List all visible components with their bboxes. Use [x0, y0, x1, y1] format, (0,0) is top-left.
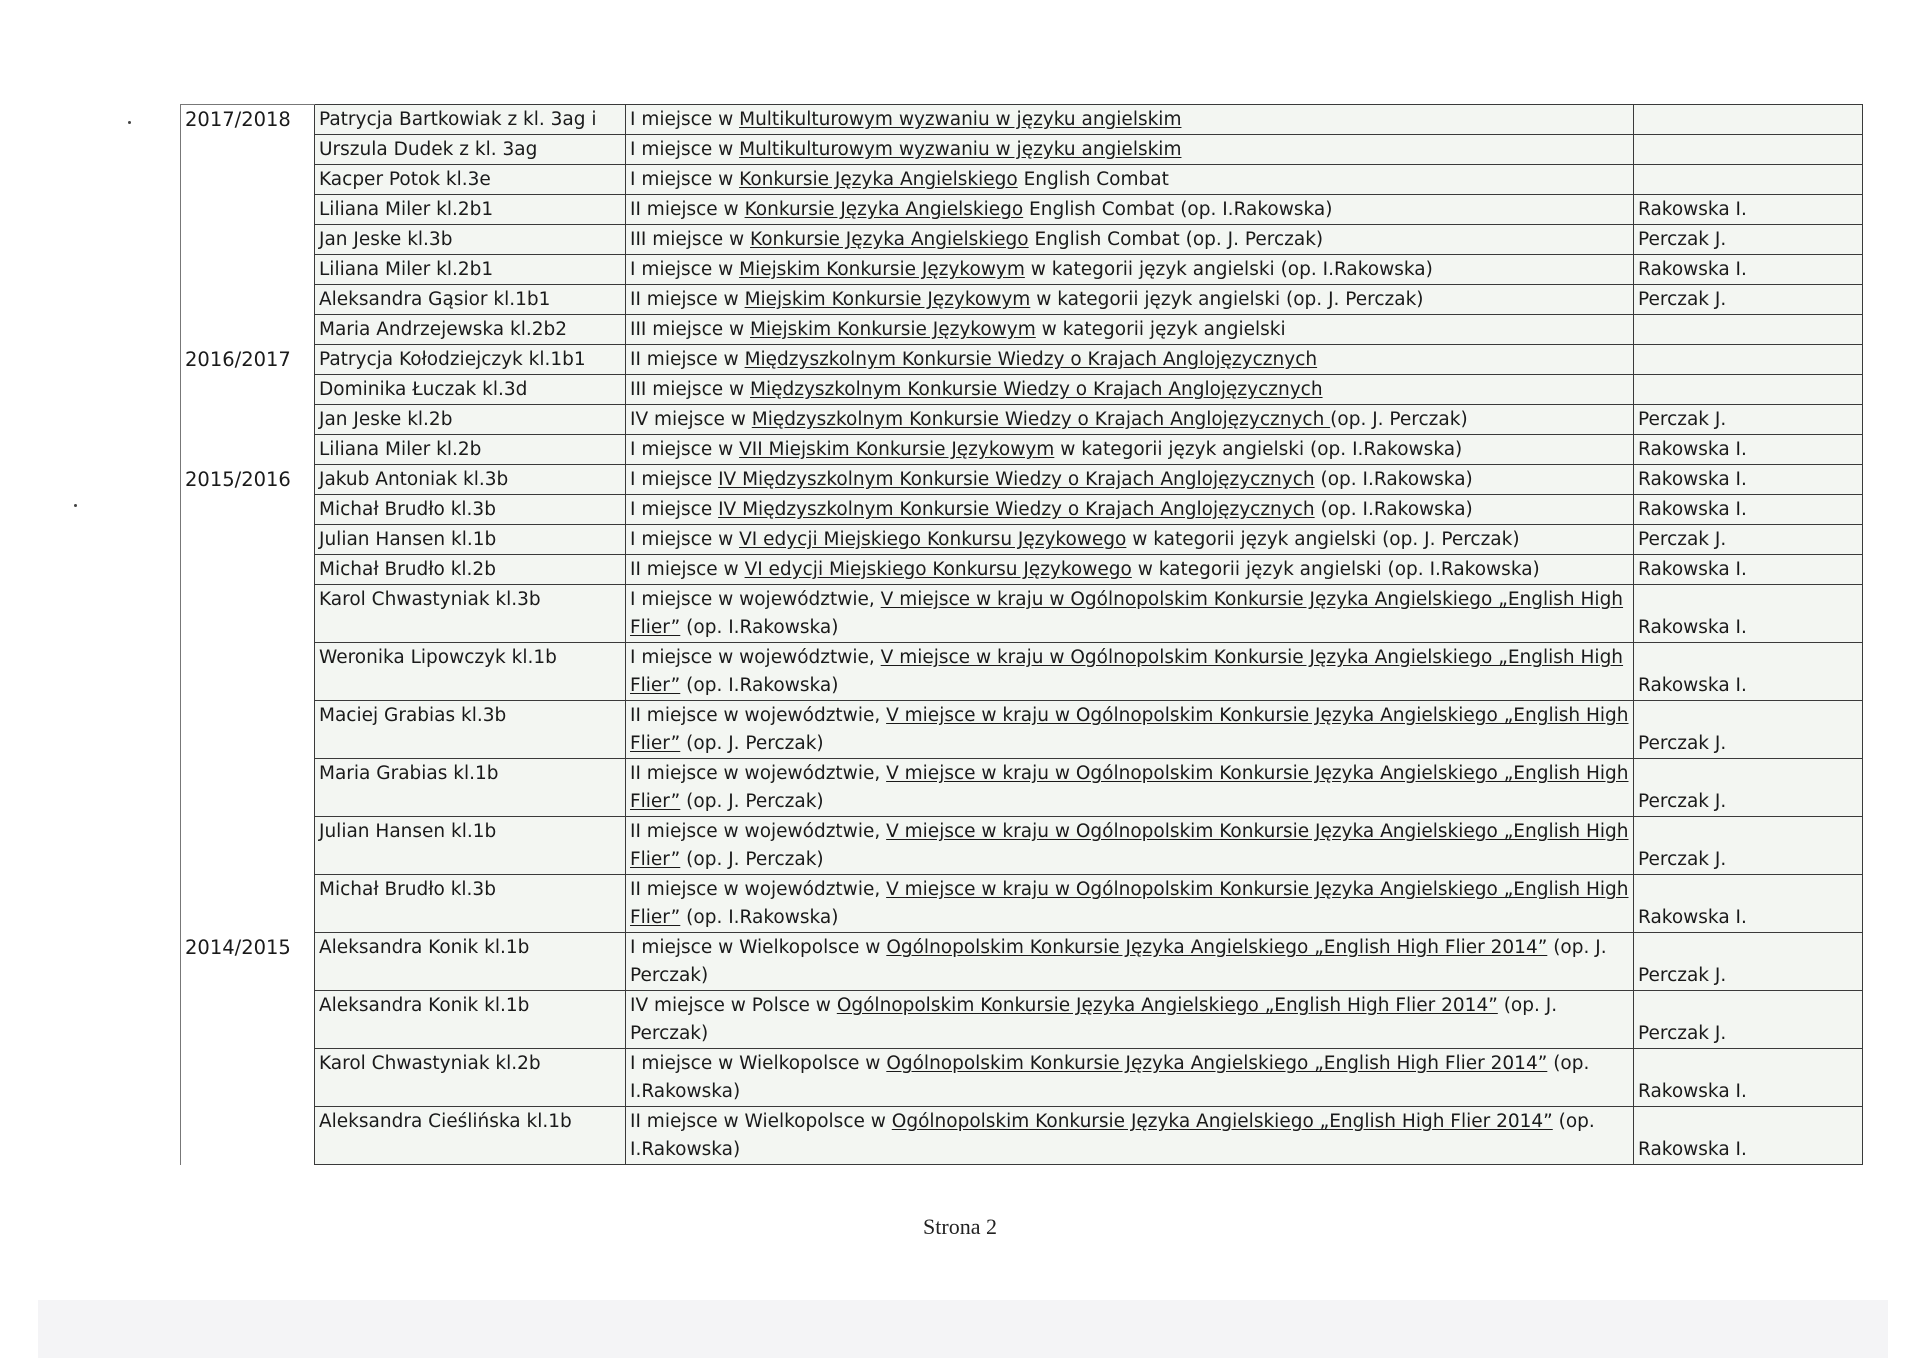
school-year-cell	[181, 817, 315, 875]
school-year-cell	[181, 435, 315, 465]
achievement-text: (op. J. Perczak)	[630, 937, 1607, 986]
award-row	[181, 991, 1863, 1049]
achievement-text: IV miejsce w	[630, 409, 752, 430]
award-row	[181, 1107, 1863, 1165]
achievement-cell	[626, 1049, 1634, 1107]
teacher-cell: Perczak J.	[1634, 225, 1863, 255]
competition-name: Ogólnopolskim Konkursie Języka Angielskiego „English High Flier 2014”	[836, 995, 1498, 1016]
student-cell: Aleksandra Konik kl.1b	[315, 991, 626, 1049]
school-year-cell	[181, 255, 315, 285]
achievement-text: (op. J. Perczak)	[630, 995, 1558, 1044]
page-number: Strona 2	[923, 1214, 997, 1239]
teacher-cell: Perczak J.	[1634, 405, 1863, 435]
student-cell: Patrycja Kołodziejczyk kl.1b1	[315, 345, 626, 375]
teacher-cell: Perczak J.	[1634, 525, 1863, 555]
competition-name: Ogólnopolskim Konkursie Języka Angielskiego „English High Flier 2014”	[886, 1053, 1548, 1074]
competition-name: VII Miejskim Konkursie Językowym	[739, 439, 1055, 460]
competition-name: Multikulturowym wyzwaniu w języku angielskim	[739, 139, 1182, 160]
teacher-cell: Rakowska I.	[1634, 255, 1863, 285]
achievement-text: I miejsce w	[630, 259, 740, 280]
student-cell: Patrycja Bartkowiak z kl. 3ag i	[315, 105, 626, 135]
student-cell: Jan Jeske kl.3b	[315, 225, 626, 255]
bullet-mark	[74, 504, 77, 507]
achievement-text: I miejsce	[630, 499, 719, 520]
school-year-cell	[181, 315, 315, 345]
school-year-cell: 2015/2016	[181, 465, 315, 495]
achievement-text: III miejsce w	[630, 319, 751, 340]
student-cell: Jan Jeske kl.2b	[315, 405, 626, 435]
teacher-cell: Perczak J.	[1634, 933, 1863, 991]
achievement-text: II miejsce w	[630, 199, 745, 220]
teacher-cell: Perczak J.	[1634, 701, 1863, 759]
achievement-text: (op. I.Rakowska)	[680, 907, 839, 928]
teacher-cell: Perczak J.	[1634, 285, 1863, 315]
competition-name: V miejsce w kraju w Ogólnopolskim Konkursie Języka Angielskiego „English High Flier”	[630, 589, 1624, 638]
student-cell: Aleksandra Cieślińska kl.1b	[315, 1107, 626, 1165]
achievement-text: (op. I.Rakowska)	[680, 675, 839, 696]
achievement-text: II miejsce w województwie,	[630, 879, 887, 900]
student-cell: Aleksandra Gąsior kl.1b1	[315, 285, 626, 315]
competition-name: V miejsce w kraju w Ogólnopolskim Konkursie Języka Angielskiego „English High Flier”	[630, 705, 1629, 754]
achievement-text: I miejsce w Wielkopolsce w	[630, 1053, 887, 1074]
school-year-cell	[181, 135, 315, 165]
school-year-cell: 2014/2015	[181, 933, 315, 991]
award-row	[181, 435, 1863, 465]
achievement-cell	[626, 991, 1634, 1049]
student-cell: Liliana Miler kl.2b1	[315, 195, 626, 225]
award-row	[181, 195, 1863, 225]
scan-edge-shade	[38, 1300, 1888, 1358]
achievement-cell	[626, 759, 1634, 817]
achievement-text: I miejsce w województwie,	[630, 589, 881, 610]
competition-name: Konkursie Języka Angielskiego	[744, 199, 1024, 220]
achievement-text: English Combat (op. I.Rakowska)	[1023, 199, 1333, 220]
teacher-cell: Rakowska I.	[1634, 495, 1863, 525]
school-year-cell: 2017/2018	[181, 105, 315, 135]
award-row	[181, 759, 1863, 817]
achievement-text: (op. J. Perczak)	[680, 733, 824, 754]
competition-name: Międzyszkolnym Konkursie Wiedzy o Krajach Anglojęzycznych	[751, 409, 1331, 430]
award-row	[181, 585, 1863, 643]
school-year-cell	[181, 195, 315, 225]
school-year-cell	[181, 759, 315, 817]
award-row	[181, 495, 1863, 525]
award-row	[181, 701, 1863, 759]
achievement-text: II miejsce w województwie,	[630, 763, 887, 784]
achievement-cell	[626, 525, 1634, 555]
teacher-cell: Rakowska I.	[1634, 875, 1863, 933]
achievement-text: I miejsce w	[630, 109, 740, 130]
achievement-text: II miejsce w	[630, 289, 745, 310]
teacher-cell	[1634, 165, 1863, 195]
student-cell: Maria Grabias kl.1b	[315, 759, 626, 817]
achievement-text: (op. I.Rakowska)	[630, 1053, 1590, 1102]
achievement-cell	[626, 875, 1634, 933]
award-row	[181, 315, 1863, 345]
award-row	[181, 875, 1863, 933]
school-year-cell: 2016/2017	[181, 345, 315, 375]
achievement-cell	[626, 405, 1634, 435]
teacher-cell	[1634, 345, 1863, 375]
achievement-text: (op. I.Rakowska)	[1314, 499, 1473, 520]
award-row	[181, 555, 1863, 585]
competition-name: Ogólnopolskim Konkursie Języka Angielskiego „English High Flier 2014”	[886, 937, 1548, 958]
school-year-cell	[181, 285, 315, 315]
student-cell: Urszula Dudek z kl. 3ag	[315, 135, 626, 165]
awards-table-body	[181, 105, 1863, 1165]
teacher-cell: Rakowska I.	[1634, 585, 1863, 643]
school-year-cell	[181, 555, 315, 585]
competition-name: V miejsce w kraju w Ogólnopolskim Konkursie Języka Angielskiego „English High Flier”	[630, 821, 1629, 870]
competition-name: Konkursie Języka Angielskiego	[750, 229, 1029, 250]
award-row	[181, 465, 1863, 495]
achievement-text: (op. I.Rakowska)	[680, 617, 839, 638]
competition-name: VI edycji Miejskiego Konkursu Językowego	[744, 559, 1132, 580]
achievement-text: (op. I.Rakowska)	[1314, 469, 1473, 490]
school-year-cell	[181, 1107, 315, 1165]
competition-name: VI edycji Miejskiego Konkursu Językowego	[739, 529, 1127, 550]
student-cell: Maria Andrzejewska kl.2b2	[315, 315, 626, 345]
award-row	[181, 105, 1863, 135]
achievement-cell	[626, 105, 1634, 135]
school-year-cell	[181, 991, 315, 1049]
school-year-cell	[181, 225, 315, 255]
award-row	[181, 643, 1863, 701]
achievement-text: w kategorii język angielski (op. J. Perczak)	[1126, 529, 1520, 550]
achievement-text: English Combat (op. J. Perczak)	[1028, 229, 1324, 250]
achievement-text: (op. I.Rakowska)	[630, 1111, 1595, 1160]
student-cell: Liliana Miler kl.2b1	[315, 255, 626, 285]
student-cell: Maciej Grabias kl.3b	[315, 701, 626, 759]
competition-name: Multikulturowym wyzwaniu w języku angielskim	[739, 109, 1182, 130]
achievement-cell	[626, 285, 1634, 315]
teacher-cell: Rakowska I.	[1634, 1049, 1863, 1107]
school-year-cell	[181, 643, 315, 701]
achievement-cell	[626, 817, 1634, 875]
competition-name: Miejskim Konkursie Językowym	[739, 259, 1025, 280]
awards-table	[180, 104, 1863, 1165]
achievement-cell	[626, 495, 1634, 525]
competition-name: IV Międzyszkolnym Konkursie Wiedzy o Krajach Anglojęzycznych	[718, 499, 1315, 520]
school-year-cell	[181, 1049, 315, 1107]
achievement-cell	[626, 165, 1634, 195]
competition-name: Miejskim Konkursie Językowym	[744, 289, 1031, 310]
student-cell: Karol Chwastyniak kl.3b	[315, 585, 626, 643]
achievement-cell	[626, 435, 1634, 465]
school-year-cell	[181, 405, 315, 435]
competition-name: Miejskim Konkursie Językowym	[750, 319, 1036, 340]
teacher-cell	[1634, 375, 1863, 405]
achievement-cell	[626, 315, 1634, 345]
award-row	[181, 525, 1863, 555]
student-cell: Liliana Miler kl.2b	[315, 435, 626, 465]
achievement-text: (op. J. Perczak)	[1330, 409, 1468, 430]
student-cell: Julian Hansen kl.1b	[315, 525, 626, 555]
achievement-text: w kategorii język angielski (op. I.Rakowska)	[1024, 259, 1433, 280]
competition-name: Ogólnopolskim Konkursie Języka Angielskiego „English High Flier 2014”	[891, 1111, 1553, 1132]
achievement-text: (op. J. Perczak)	[680, 791, 824, 812]
achievement-text: w kategorii język angielski (op. J. Perczak)	[1030, 289, 1424, 310]
student-cell: Michał Brudło kl.2b	[315, 555, 626, 585]
award-row	[181, 375, 1863, 405]
achievement-text: III miejsce w	[630, 379, 751, 400]
achievement-text: English Combat	[1017, 169, 1169, 190]
student-cell: Julian Hansen kl.1b	[315, 817, 626, 875]
achievement-text: I miejsce w	[630, 439, 740, 460]
achievement-cell	[626, 225, 1634, 255]
teacher-cell: Rakowska I.	[1634, 1107, 1863, 1165]
teacher-cell: Perczak J.	[1634, 991, 1863, 1049]
school-year-cell	[181, 875, 315, 933]
teacher-cell: Rakowska I.	[1634, 555, 1863, 585]
competition-name: V miejsce w kraju w Ogólnopolskim Konkursie Języka Angielskiego „English High Flier”	[630, 647, 1624, 696]
achievement-text: III miejsce w	[630, 229, 751, 250]
achievement-text: II miejsce w	[630, 349, 745, 370]
competition-name: Międzyszkolnym Konkursie Wiedzy o Krajach Anglojęzycznych	[744, 349, 1318, 370]
teacher-cell: Rakowska I.	[1634, 435, 1863, 465]
award-row	[181, 225, 1863, 255]
achievement-text: (op. J. Perczak)	[680, 849, 824, 870]
achievement-text: II miejsce w województwie,	[630, 821, 887, 842]
achievement-cell	[626, 465, 1634, 495]
achievement-cell	[626, 375, 1634, 405]
student-cell: Michał Brudło kl.3b	[315, 495, 626, 525]
school-year-cell	[181, 585, 315, 643]
student-cell: Kacper Potok kl.3e	[315, 165, 626, 195]
award-row	[181, 933, 1863, 991]
achievement-text: I miejsce w	[630, 529, 740, 550]
award-row	[181, 285, 1863, 315]
award-row	[181, 135, 1863, 165]
student-cell: Michał Brudło kl.3b	[315, 875, 626, 933]
student-cell: Dominika Łuczak kl.3d	[315, 375, 626, 405]
achievement-text: I miejsce w	[630, 139, 740, 160]
achievement-cell	[626, 933, 1634, 991]
teacher-cell: Perczak J.	[1634, 759, 1863, 817]
achievement-text: II miejsce w województwie,	[630, 705, 887, 726]
school-year-cell	[181, 165, 315, 195]
school-year-cell	[181, 375, 315, 405]
school-year-cell	[181, 701, 315, 759]
student-cell: Aleksandra Konik kl.1b	[315, 933, 626, 991]
achievement-text: w kategorii język angielski (op. I.Rakowska)	[1054, 439, 1463, 460]
teacher-cell: Rakowska I.	[1634, 195, 1863, 225]
competition-name: V miejsce w kraju w Ogólnopolskim Konkursie Języka Angielskiego „English High Flier”	[630, 879, 1629, 928]
achievement-text: w kategorii język angielski (op. I.Rakowska)	[1131, 559, 1540, 580]
achievement-text: I miejsce	[630, 469, 719, 490]
student-cell: Weronika Lipowczyk kl.1b	[315, 643, 626, 701]
teacher-cell	[1634, 105, 1863, 135]
achievement-text: I miejsce w Wielkopolsce w	[630, 937, 887, 958]
teacher-cell: Perczak J.	[1634, 817, 1863, 875]
student-cell: Jakub Antoniak kl.3b	[315, 465, 626, 495]
achievement-cell	[626, 585, 1634, 643]
competition-name: IV Międzyszkolnym Konkursie Wiedzy o Krajach Anglojęzycznych	[718, 469, 1315, 490]
award-row	[181, 405, 1863, 435]
competition-name: Międzyszkolnym Konkursie Wiedzy o Krajach Anglojęzycznych	[750, 379, 1323, 400]
award-row	[181, 255, 1863, 285]
award-row	[181, 165, 1863, 195]
achievement-cell	[626, 255, 1634, 285]
teacher-cell: Rakowska I.	[1634, 465, 1863, 495]
achievement-text: II miejsce w	[630, 559, 745, 580]
award-row	[181, 345, 1863, 375]
school-year-cell	[181, 495, 315, 525]
award-row	[181, 1049, 1863, 1107]
achievement-cell	[626, 135, 1634, 165]
competition-name: Konkursie Języka Angielskiego	[739, 169, 1018, 190]
achievement-text: I miejsce w województwie,	[630, 647, 881, 668]
achievement-cell	[626, 701, 1634, 759]
achievement-cell	[626, 555, 1634, 585]
achievement-cell	[626, 345, 1634, 375]
bullet-mark	[128, 121, 131, 124]
award-row	[181, 817, 1863, 875]
teacher-cell	[1634, 135, 1863, 165]
teacher-cell: Rakowska I.	[1634, 643, 1863, 701]
student-cell: Karol Chwastyniak kl.2b	[315, 1049, 626, 1107]
achievement-text: IV miejsce w Polsce w	[630, 995, 837, 1016]
school-year-cell	[181, 525, 315, 555]
achievement-cell	[626, 1107, 1634, 1165]
achievement-cell	[626, 195, 1634, 225]
achievement-cell	[626, 643, 1634, 701]
achievement-text: w kategorii język angielski	[1035, 319, 1286, 340]
competition-name: V miejsce w kraju w Ogólnopolskim Konkursie Języka Angielskiego „English High Flier”	[630, 763, 1629, 812]
achievement-text: II miejsce w Wielkopolsce w	[630, 1111, 892, 1132]
achievement-text: I miejsce w	[630, 169, 740, 190]
teacher-cell	[1634, 315, 1863, 345]
